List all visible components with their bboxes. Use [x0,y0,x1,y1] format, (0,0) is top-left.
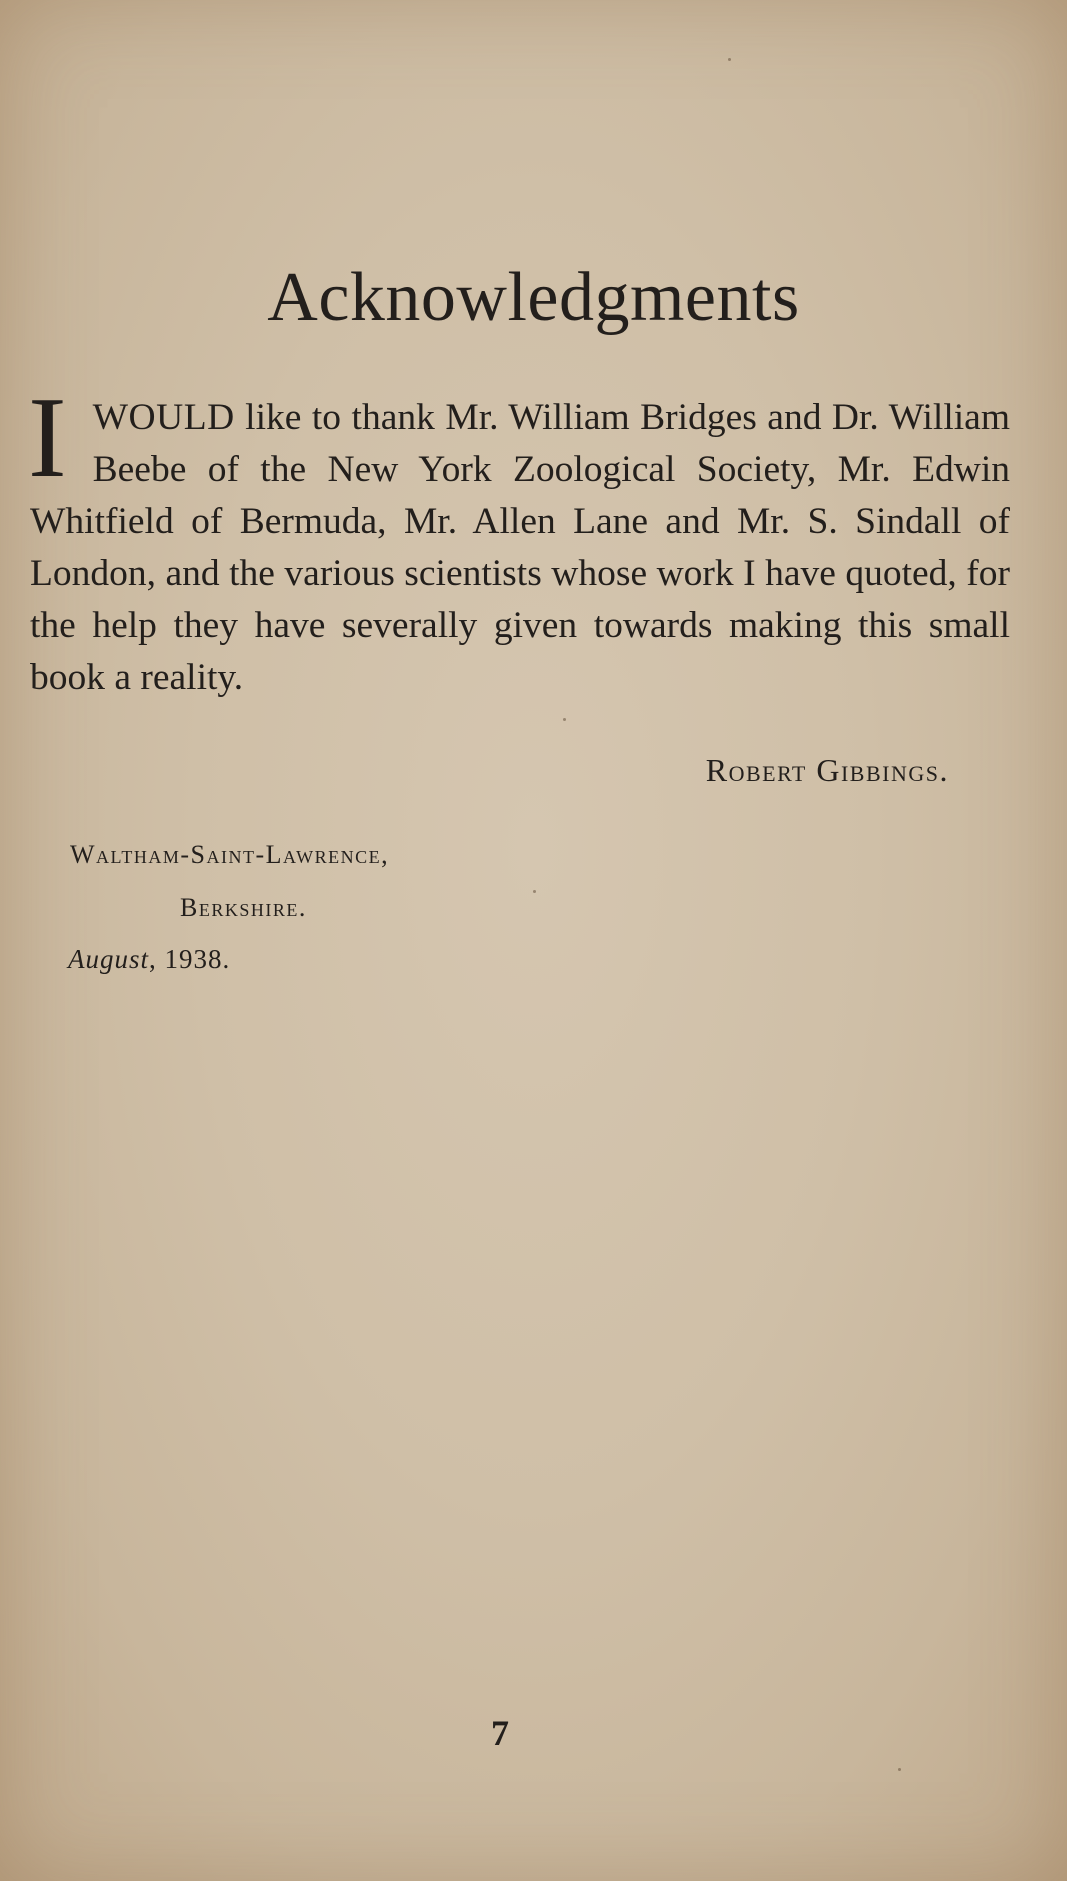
place-line-2: Berkshire. [180,893,307,922]
date-line [68,944,230,975]
first-word: WOULD [92,397,235,438]
drop-cap: I [28,374,67,502]
author-signature: Robert Gibbings. [705,752,949,788]
page-title: Acknowledgments [267,259,800,336]
place-line-1: Waltham-Saint-Lawrence, [70,840,390,869]
paragraph-body: like to thank Mr. William Bridges and Dr. William Beebe of the New York Zoological Society, Mr. Edwin Whitfield of Bermuda, Mr. Allen Lane and Mr. S. Sindall of London, and the various scientists whose work I have quoted, for the help they have severally given towards making this small book a reality. [30,397,1010,698]
paper-speck [728,58,731,61]
paper-speck [563,718,566,721]
paper-speck [898,1768,901,1771]
acknowledgment-paragraph [28,374,1010,704]
paper-speck [533,890,536,893]
date-year: , 1938. [149,944,231,974]
date-month: August [68,944,150,974]
page-number: 7 [491,1713,509,1753]
